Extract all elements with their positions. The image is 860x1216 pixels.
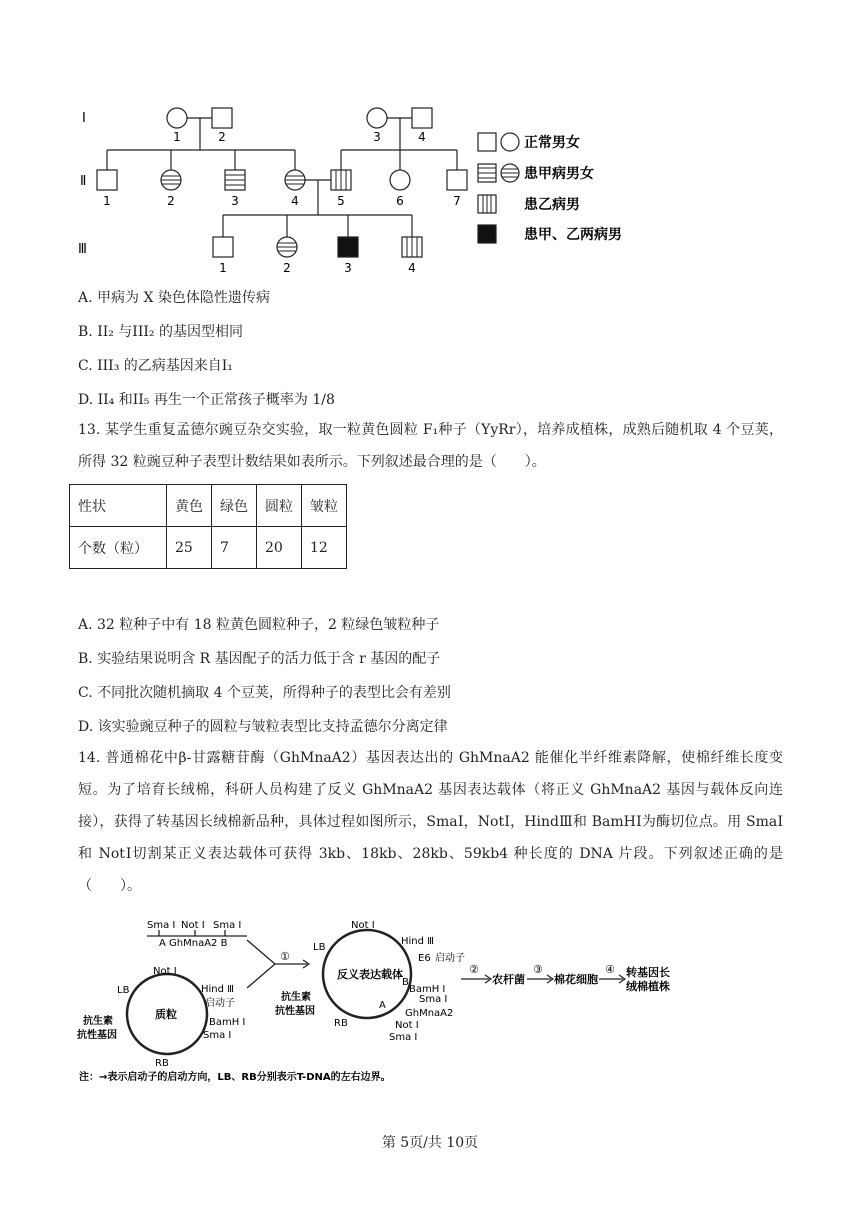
flow-cotton-cell: 棉花细胞: [554, 973, 598, 986]
step-3: ③: [533, 963, 543, 976]
gen1-num-3: 3: [373, 130, 381, 144]
gen2-female-6: [390, 170, 410, 190]
legend-disease-b: 患乙病男: [524, 197, 580, 213]
q12-option-b: B. II₂ 与III₂ 的基因型相同: [78, 324, 243, 340]
q13-option-a: A. 32 粒种子中有 18 粒黄色圆粒种子，2 粒绿色皱粒种子: [78, 617, 440, 633]
gen3-num-3: 3: [344, 261, 352, 275]
vector-e6: E6: [418, 953, 431, 964]
plasmid-rb: RB: [155, 1058, 169, 1069]
table-row: [70, 527, 347, 569]
gen2-num-3: 3: [231, 194, 239, 208]
gen2-num-6: 6: [396, 194, 404, 208]
plasmid-antibiotic: 抗生素: [83, 1016, 113, 1027]
step-4: ④: [605, 963, 615, 976]
vector-lb: LB: [313, 942, 326, 953]
q13-option-c: C. 不同批次随机摘取 4 个豆荚，所得种子的表型比会有差别: [78, 685, 451, 701]
gen-label-3: Ⅲ: [78, 242, 87, 257]
page-footer: 第 5页/共 10页: [381, 1135, 479, 1151]
gen3-male-3: [338, 237, 358, 257]
vector-a: A: [379, 1000, 386, 1011]
table-cell: 20: [257, 527, 302, 569]
step-2: ②: [469, 963, 479, 976]
q13-option-b: B. 实验结果说明含 R 基因配子的活力低于含 r 基因的配子: [78, 651, 441, 667]
legend-disease-a: 患甲病男女: [524, 166, 594, 182]
gen1-male-2: [212, 108, 232, 128]
gen3-num-2: 2: [283, 261, 291, 275]
diagram-note: 注：→表示启动子的启动方向，LB、RB分别表示T-DNA的左右边界。: [79, 1072, 391, 1083]
gen1-female-1: [167, 108, 187, 128]
gen3-num-1: 1: [219, 261, 227, 275]
table-cell: 绿色: [212, 485, 257, 527]
plasmid-promoter: 启动子: [205, 998, 235, 1009]
step-1: ①: [280, 950, 290, 963]
q14-diagram: [75, 914, 705, 1089]
vector-not-top: Not Ⅰ: [351, 920, 375, 931]
flow-transgenic-2: 绒棉植株: [626, 980, 670, 993]
vector-sma-bottom: Sma Ⅰ: [389, 1032, 418, 1043]
plasmid-sma: Sma Ⅰ: [203, 1030, 232, 1041]
table-cell: 25: [167, 527, 212, 569]
gen2-male-7: [447, 170, 467, 190]
gen2-num-2: 2: [167, 194, 175, 208]
plasmid-center-label: 质粒: [155, 1008, 177, 1021]
gene-label: A GhMnaA2 B: [159, 938, 228, 949]
plasmid-resistance: 抗性基因: [77, 1030, 117, 1041]
gen2-male-1: [97, 170, 117, 190]
gene-sma-right: Sma Ⅰ: [213, 920, 242, 931]
flow-agrobacterium: 农杆菌: [492, 973, 525, 986]
gen2-num-4: 4: [291, 194, 299, 208]
gen1-female-3: [367, 108, 387, 128]
table-cell: 个数（粒）: [70, 527, 167, 569]
q12-option-d: D. II₄ 和II₅ 再生一个正常孩子概率为 1/8: [78, 392, 335, 408]
q13-option-d: D. 该实验豌豆种子的圆粒与皱粒表型比支持孟德尔分离定律: [78, 719, 448, 735]
q14-stem: 14. 普通棉花中β-甘露糖苷酶（GhMnaA2）基因表达出的 GhMnaA2 能催化半纤维素降解，使棉纤维长度变短。为了培育长绒棉，科研人员构建了反义 GhMnaA2 基因表达载体（将正义 GhMnaA2 基因与载体反向连接），获得了转基因长绒棉新品种，具体过程如图所示，SmaⅠ，NotⅠ，HindⅢ和 BamHⅠ为酶切位点。用 SmaⅠ和 NotⅠ切割某正义表达载体可获得 3kb、18kb、28kb、59kb4 种长度的 DNA 片段。下列叙述正确的是（ ）。: [78, 750, 783, 894]
table-row: [70, 485, 347, 527]
q13-stem: 13. 某学生重复孟德尔豌豆杂交实验，取一粒黄色圆粒 F₁种子（YyRr），培养成植株，成熟后随机取 4 个豆荚，所得 32 粒豌豆种子表型计数结果如表所示。下列叙述最合理的是（ ）。: [78, 422, 783, 470]
plasmid-lb: LB: [117, 985, 130, 996]
gen1-num-1: 1: [173, 130, 181, 144]
vector-b: B: [402, 977, 409, 988]
plasmid-hind: Hind Ⅲ: [201, 984, 235, 995]
vector-resistance: 抗性基因: [275, 1006, 315, 1017]
gen2-num-1: 1: [103, 194, 111, 208]
gen1-num-2: 2: [218, 130, 226, 144]
table-cell: 圆粒: [257, 485, 302, 527]
vector-bamh: BamH Ⅰ: [409, 984, 446, 995]
gen-label-1: Ⅰ: [82, 111, 86, 126]
pedigree-legend: [478, 133, 519, 243]
vector-sma-right: Sma Ⅰ: [419, 994, 448, 1005]
vector-antibiotic: 抗生素: [281, 992, 311, 1003]
gene-not: Not Ⅰ: [181, 920, 205, 931]
gene-sma-left: Sma Ⅰ: [147, 920, 176, 931]
gen3-num-4: 4: [408, 261, 416, 275]
table-cell: 12: [302, 527, 347, 569]
q12-option-a: A. 甲病为 X 染色体隐性遗传病: [78, 290, 270, 306]
legend-normal: 正常男女: [524, 135, 580, 151]
vector-not-bottom: Not Ⅰ: [395, 1020, 419, 1031]
gen3-male-1: [213, 237, 233, 257]
table-cell: 性状: [70, 485, 167, 527]
pedigree-chart: [70, 95, 640, 285]
vector-gene: GhMnaA2: [405, 1008, 454, 1019]
legend-both: 患甲、乙两病男: [524, 227, 622, 243]
vector-center-label: 反义表达载体: [337, 968, 403, 981]
flow-transgenic-1: 转基因长: [626, 966, 670, 979]
gen2-num-7: 7: [453, 194, 461, 208]
q12-option-c: C. III₃ 的乙病基因来自I₁: [78, 358, 233, 374]
vector-hind: Hind Ⅲ: [401, 936, 435, 947]
gen1-num-4: 4: [418, 130, 426, 144]
q13-table: [69, 484, 347, 569]
gen1-male-4: [412, 108, 432, 128]
vector-rb: RB: [334, 1018, 348, 1029]
table-cell: 7: [212, 527, 257, 569]
gen-label-2: Ⅱ: [80, 174, 87, 189]
table-cell: 黄色: [167, 485, 212, 527]
plasmid-not: Not Ⅰ: [153, 966, 177, 977]
table-cell: 皱粒: [302, 485, 347, 527]
vector-promoter: 启动子: [435, 953, 465, 964]
plasmid-bamh: BamH Ⅰ: [209, 1017, 246, 1028]
gen2-num-5: 5: [337, 194, 345, 208]
